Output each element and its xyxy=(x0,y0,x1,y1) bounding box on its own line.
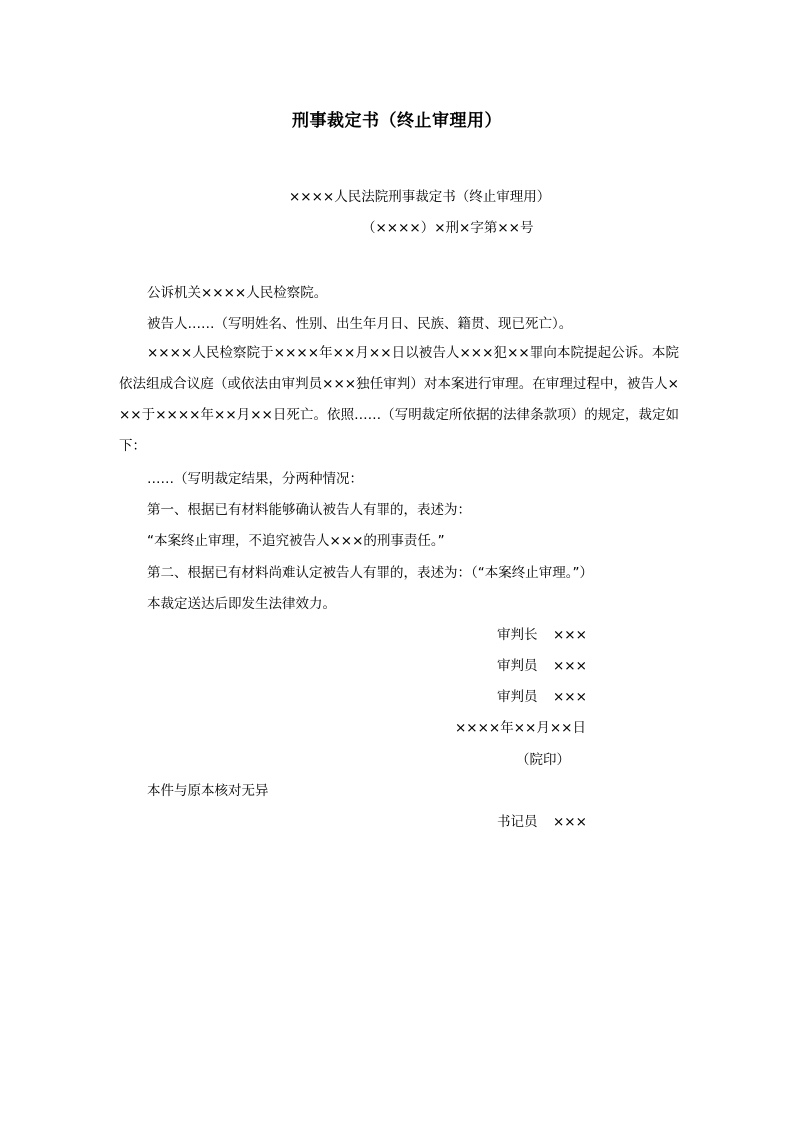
defendant-line: 被告人……（写明姓名、性别、出生年月日、民族、籍贯、现已死亡）。 xyxy=(147,316,573,332)
signature-role: 审判长 xyxy=(497,627,538,643)
signature-name: ××× xyxy=(553,658,587,674)
signature-role: 书记员 xyxy=(497,814,538,830)
signature-presiding-judge xyxy=(497,623,587,643)
signature-judge-2 xyxy=(497,685,587,705)
ruling-date: ××××年××月××日 xyxy=(455,720,586,736)
prosecutor-line: 公诉机关××××人民检察院。 xyxy=(147,285,328,301)
effect-line: 本裁定送达后即发生法律效力。 xyxy=(147,596,336,612)
case-one-quote-line: “本案终止审理，不追究被告人×××的刑事责任。” xyxy=(147,533,445,549)
court-heading: ××××人民法院刑事裁定书（终止审理用） xyxy=(289,189,551,205)
document-title: 刑事裁定书（终止审理用） xyxy=(292,111,502,131)
signature-role: 审判员 xyxy=(497,658,538,674)
signature-name: ××× xyxy=(553,689,587,705)
case-one-line: 第一、根据已有材料能够确认被告人有罪的，表述为： xyxy=(147,502,471,518)
verification-note: 本件与原本核对无异 xyxy=(147,783,269,799)
signature-name: ××× xyxy=(553,627,587,643)
signature-judge-1 xyxy=(497,654,587,674)
result-intro-line: ……（写明裁定结果，分两种情况： xyxy=(147,471,363,487)
signature-clerk xyxy=(497,810,587,830)
case-body-paragraph: ××××人民检察院于××××年××月××日以被告人×××犯××罪向本院提起公诉。本院依法组成合议庭（或依法由审判员×××独任审判）对本案进行审理。在审理过程中，被告人×××于××××年××月××日死亡。依照……（写明裁定所依据的法律条款项）的规定，裁定如下： xyxy=(119,345,679,454)
case-two-line: 第二、根据已有材料尚难认定被告人有罪的，表述为：（“本案终止审理。”） xyxy=(147,565,593,581)
court-seal: （院印） xyxy=(516,752,570,768)
case-number: （××××）×刑×字第××号 xyxy=(362,220,534,236)
signature-role: 审判员 xyxy=(497,689,538,705)
signature-name: ××× xyxy=(553,814,587,830)
